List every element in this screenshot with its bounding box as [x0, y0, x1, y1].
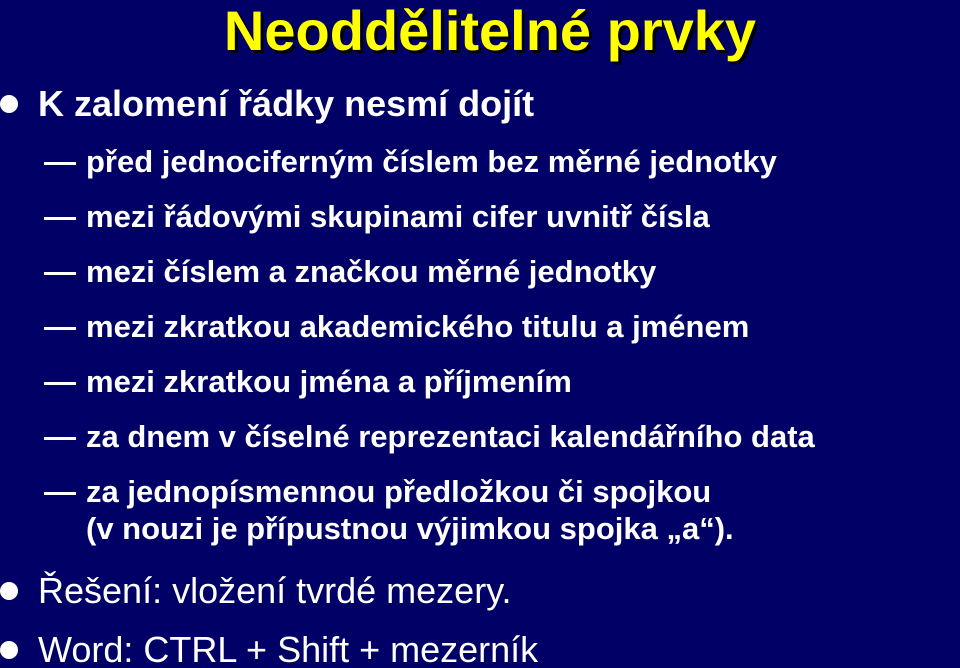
dash-icon — [44, 272, 76, 275]
subitem-text: za dnem v číselné reprezentaci kalendářního data — [86, 419, 815, 454]
subitem-continuation: (v nouzi je přípustnou výjimkou spojka „a“). — [86, 511, 734, 546]
slide-title: Neoddělitelné prvky — [223, 0, 757, 62]
dash-icon — [44, 382, 76, 385]
subitem-text: mezi řádovými skupinami cifer uvnitř čísla — [86, 199, 710, 234]
subitem-text: mezi zkratkou jména a příjmením — [86, 364, 572, 399]
dash-icon — [44, 437, 76, 440]
bullet-text: Řešení: vložení tvrdé mezery. — [38, 570, 512, 611]
subitem-text: za jednopísmennou předložkou či spojkou — [86, 474, 712, 509]
bullet-dot-icon — [0, 641, 18, 659]
dash-icon — [44, 217, 76, 220]
bullet-dot-icon — [0, 95, 18, 113]
subitem-text: před jednociferným číslem bez měrné jednotky — [86, 144, 777, 179]
bullet-text: K zalomení řádky nesmí dojít — [38, 83, 535, 124]
dash-icon — [44, 492, 76, 495]
dash-icon — [44, 162, 76, 165]
subitem-text: mezi číslem a značkou měrné jednotky — [86, 254, 657, 289]
dash-icon — [44, 327, 76, 330]
subitem-text: mezi zkratkou akademického titulu a jménem — [86, 309, 750, 344]
bullet-dot-icon — [0, 582, 18, 600]
bullet-text: Word: CTRL + Shift + mezerník — [38, 629, 539, 668]
